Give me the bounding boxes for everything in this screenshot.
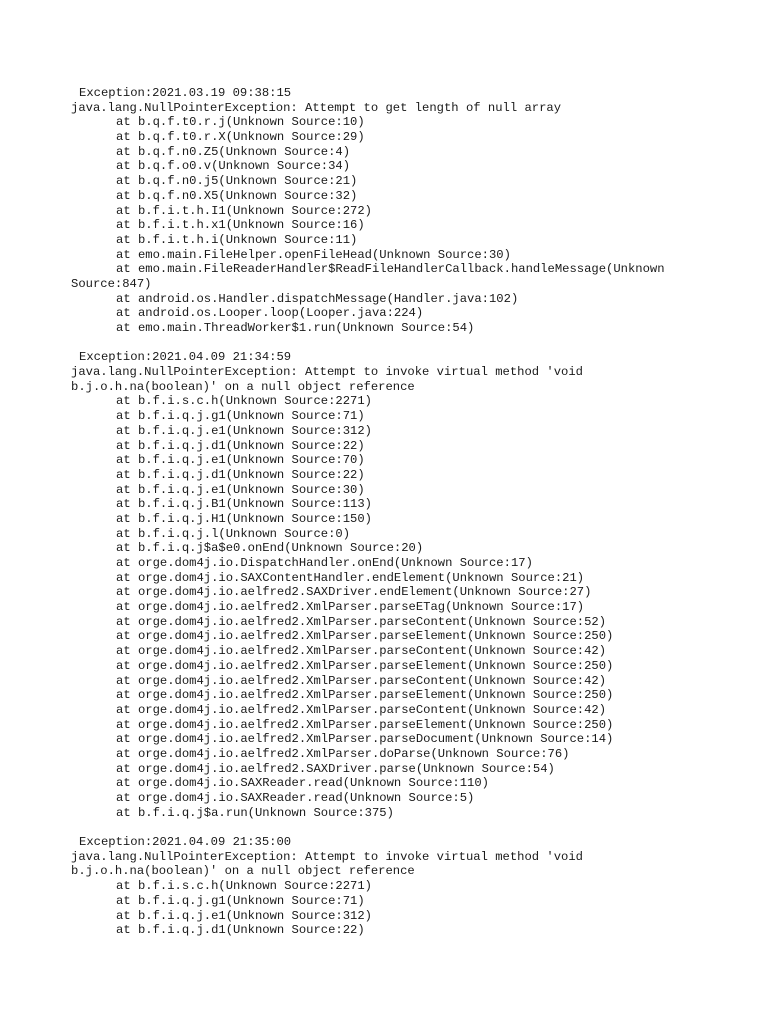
exception-header: Exception:2021.04.09 21:35:00 [79,835,292,850]
exception-message: java.lang.NullPointerException: Attempt to invoke virtual method 'void [71,849,583,864]
stack-frame: at orge.dom4j.io.aelfred2.XmlParser.parseElement(Unknown Source:250) [116,717,614,732]
stack-frame: at android.os.Looper.loop(Looper.java:224) [116,306,424,321]
stack-frame: at b.f.i.t.h.I1(Unknown Source:272) [116,203,372,218]
stack-frame: at b.q.f.t0.r.X(Unknown Source:29) [116,130,365,145]
exception-log [71,86,761,938]
stack-frame: at b.f.i.q.j.e1(Unknown Source:312) [116,423,372,438]
stack-frame: at b.f.i.q.j.e1(Unknown Source:70) [116,453,365,468]
stack-frame: at orge.dom4j.io.aelfred2.SAXDriver.parse(Unknown Source:54) [116,761,555,776]
stack-frame: at b.f.i.q.j.g1(Unknown Source:71) [116,893,365,908]
exception-block [71,835,761,938]
stack-frame: at b.q.f.t0.r.j(Unknown Source:10) [116,115,365,130]
stack-frame: at orge.dom4j.io.SAXContentHandler.endElement(Unknown Source:21) [116,570,585,585]
stack-frame: at b.q.f.n0.j5(Unknown Source:21) [116,174,358,189]
stack-frame: at android.os.Handler.dispatchMessage(Handler.java:102) [116,291,519,306]
stack-frame: at orge.dom4j.io.aelfred2.XmlParser.parseDocument(Unknown Source:14) [116,732,614,747]
stack-frame: at b.f.i.q.j$a$e0.onEnd(Unknown Source:20) [116,541,424,556]
stack-frame: at orge.dom4j.io.aelfred2.XmlParser.parseContent(Unknown Source:42) [116,673,607,688]
stack-frame: at b.q.f.n0.X5(Unknown Source:32) [116,188,358,203]
stack-frame: at b.f.i.q.j.B1(Unknown Source:113) [116,497,372,512]
stack-frame: at orge.dom4j.io.SAXReader.read(Unknown Source:5) [116,791,475,805]
stack-frame: at emo.main.FileReaderHandler$ReadFileHandlerCallback.handleMessage(Unknown [116,262,665,277]
stack-frame: at b.f.i.q.j.d1(Unknown Source:22) [116,467,365,482]
exception-message: b.j.o.h.na(boolean)' on a null object reference [71,379,415,394]
stack-frame: at b.f.i.q.j$a.run(Unknown Source:375) [116,805,394,820]
stack-frame: at orge.dom4j.io.aelfred2.XmlParser.parseElement(Unknown Source:250) [116,688,614,703]
exception-message: java.lang.NullPointerException: Attempt to invoke virtual method 'void [71,365,583,380]
stack-frame: at orge.dom4j.io.aelfred2.SAXDriver.endElement(Unknown Source:27) [116,585,592,600]
stack-frame: at orge.dom4j.io.aelfred2.XmlParser.parseETag(Unknown Source:17) [116,600,585,615]
stack-frame: at orge.dom4j.io.DispatchHandler.onEnd(Unknown Source:17) [116,556,533,570]
exception-block [71,350,761,820]
stack-frame: at b.f.i.s.c.h(Unknown Source:2271) [116,879,372,894]
stack-frame: at orge.dom4j.io.SAXReader.read(Unknown Source:110) [116,776,489,791]
stack-frame: at orge.dom4j.io.aelfred2.XmlParser.parseElement(Unknown Source:250) [116,629,614,644]
stack-frame: at orge.dom4j.io.aelfred2.XmlParser.parseContent(Unknown Source:42) [116,644,607,659]
exception-block [71,86,761,336]
exception-message: java.lang.NullPointerException: Attempt to get length of null array [71,100,562,115]
stack-frame: at b.f.i.q.j.e1(Unknown Source:312) [116,908,372,923]
stack-frame: at orge.dom4j.io.aelfred2.XmlParser.doParse(Unknown Source:76) [116,746,570,761]
stack-frame: at orge.dom4j.io.aelfred2.XmlParser.parseContent(Unknown Source:42) [116,702,607,717]
stack-frame: at b.f.i.s.c.h(Unknown Source:2271) [116,394,372,409]
exception-header: Exception:2021.04.09 21:34:59 [79,350,292,365]
stack-frame: at orge.dom4j.io.aelfred2.XmlParser.parseElement(Unknown Source:250) [116,658,614,673]
exception-header: Exception:2021.03.19 09:38:15 [79,86,292,100]
stack-frame: at b.f.i.q.j.g1(Unknown Source:71) [116,409,365,424]
stack-frame: at b.f.i.q.j.d1(Unknown Source:22) [116,438,365,453]
stack-frame: at b.f.i.q.j.e1(Unknown Source:30) [116,482,365,497]
stack-frame: Source:847) [71,276,152,291]
stack-frame: at b.f.i.t.h.x1(Unknown Source:16) [116,218,365,233]
stack-frame: at b.f.i.q.j.l(Unknown Source:0) [116,526,351,541]
exception-message: b.j.o.h.na(boolean)' on a null object reference [71,864,415,879]
stack-frame: at orge.dom4j.io.aelfred2.XmlParser.parseContent(Unknown Source:52) [116,614,607,629]
stack-frame: at b.q.f.o0.v(Unknown Source:34) [116,159,351,174]
stack-frame: at b.f.i.q.j.H1(Unknown Source:150) [116,511,372,526]
stack-frame: at b.q.f.n0.Z5(Unknown Source:4) [116,144,351,159]
stack-frame: at emo.main.ThreadWorker$1.run(Unknown Source:54) [116,321,475,335]
stack-frame: at b.f.i.q.j.d1(Unknown Source:22) [116,923,365,938]
stack-frame: at emo.main.FileHelper.openFileHead(Unknown Source:30) [116,247,511,262]
stack-frame: at b.f.i.t.h.i(Unknown Source:11) [116,232,358,247]
